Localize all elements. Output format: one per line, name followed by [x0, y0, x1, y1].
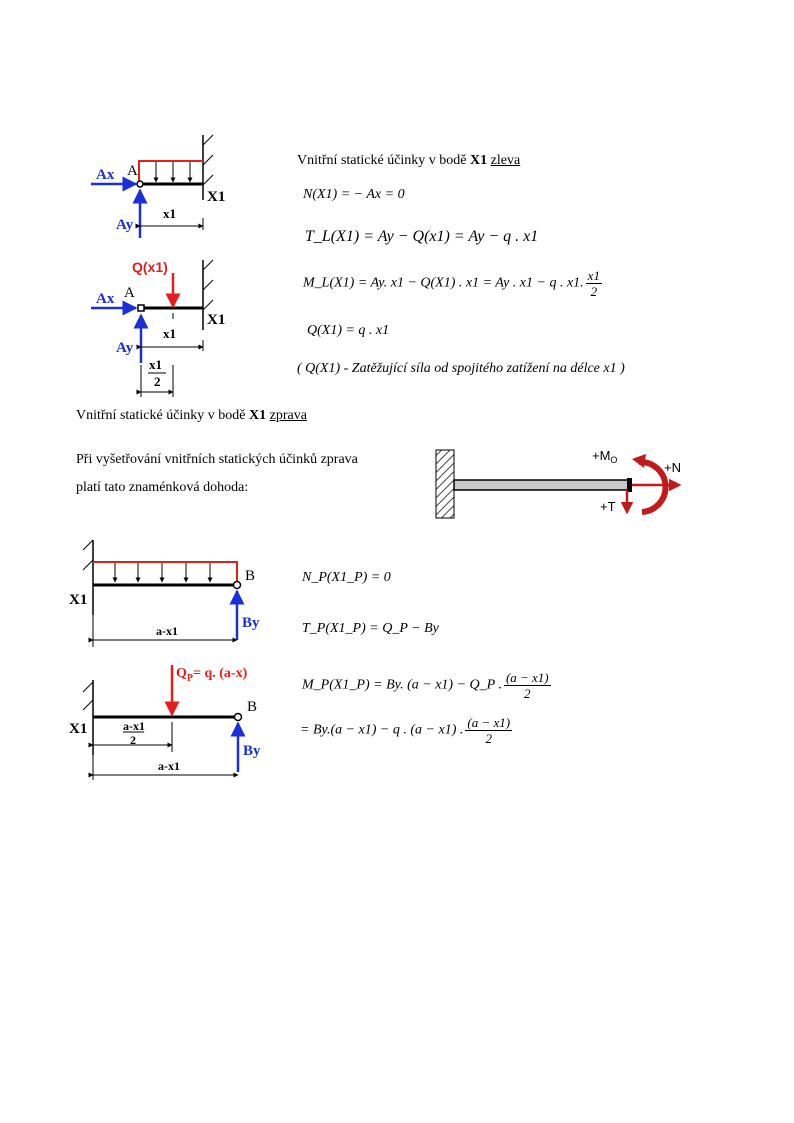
- fig3-force-by: By: [242, 615, 260, 631]
- right-heading-side: zprava: [269, 408, 307, 423]
- fig4-load-label: $Q_P= q$. (a-x): [176, 666, 248, 684]
- fig2-force-ax: Ax: [96, 291, 115, 307]
- fig4-section-label: X1: [69, 721, 88, 737]
- left-heading-point: X1: [470, 153, 488, 168]
- sign-moment-label: $+M_O$: [592, 448, 618, 465]
- fig2-force-ay: Ay: [116, 340, 134, 356]
- figure-sign-convention: [434, 440, 694, 525]
- eq-resultant-left: Q(X1) = q . x1: [307, 323, 390, 338]
- fig3-section-label: X1: [69, 592, 88, 608]
- fig2-half-numerator: x1: [149, 357, 162, 372]
- fig3-dimension-label: a-x1: [156, 624, 178, 638]
- fig2-point-a: A: [124, 285, 135, 301]
- intro-line-2: platí tato znaménková dohoda:: [76, 480, 249, 495]
- fig1-force-ax: Ax: [96, 167, 115, 183]
- eq-normal-left: N(X1) = − Ax = 0: [303, 187, 405, 202]
- fig1-force-ay: Ay: [116, 217, 134, 233]
- fig1-point-a: A: [127, 163, 138, 179]
- left-heading-side: zleva: [490, 153, 521, 168]
- fig4-point-b: B: [247, 699, 258, 715]
- eq-normal-right: N_P(X1_P) = 0: [302, 570, 391, 585]
- figure-right-segment-load: [66, 535, 276, 655]
- fig3-point-b: B: [245, 568, 256, 584]
- fig4-force-by: By: [243, 743, 261, 759]
- left-heading: Vnitřní statické účinky v bodě X1 zleva: [297, 153, 521, 168]
- fig2-dimension-label: x1: [163, 326, 176, 341]
- eq-shear-right: T_P(X1_P) = Q_P − By: [302, 621, 439, 636]
- fig2-section-label: X1: [207, 312, 226, 328]
- eq-shear-left: T_L(X1) = Ay − Q(x1) = Ay − q . x1: [305, 228, 539, 245]
- figure-right-segment-resultant: [66, 660, 286, 785]
- figure-left-segment-load: [76, 130, 256, 245]
- right-heading-point: X1: [249, 408, 267, 423]
- figure-left-segment-resultant: [76, 255, 256, 403]
- eq-moment-right-1: M_P(X1_P) = By. (a − x1) − Q_P . $\frac{(a - x1)}{2}$: [302, 670, 549, 701]
- sign-shear-label: +T: [600, 499, 616, 514]
- fig4-half-numerator: a-x1: [123, 719, 145, 733]
- fig1-section-label: X1: [207, 189, 226, 205]
- fig1-dimension-label: x1: [163, 206, 176, 221]
- fig4-dimension-label: a-x1: [158, 759, 180, 773]
- fig2-half-denominator: 2: [154, 374, 161, 389]
- note-resultant: ( Q(X1) - Zatěžující síla od spojitého zatížení na délce x1 ): [297, 361, 625, 376]
- fig4-half-denominator: 2: [130, 733, 136, 747]
- intro-line-1: Při vyšetřování vnitřních statických účinků zprava: [76, 452, 358, 467]
- eq-moment-right-2: = By.(a − x1) − q . (a − x1) . $\frac{(a - x1)}{2}$: [300, 715, 511, 746]
- fig2-load-label: Q(x1): [132, 259, 168, 275]
- right-heading: Vnitřní statické účinky v bodě X1 zprava: [76, 408, 307, 423]
- sign-normal-label: +N: [664, 460, 681, 475]
- eq-moment-left: M_L(X1) = Ay. x1 − Q(X1) . x1 = Ay . x1 − q . x1. $\frac{x1}{2}$: [303, 268, 600, 299]
